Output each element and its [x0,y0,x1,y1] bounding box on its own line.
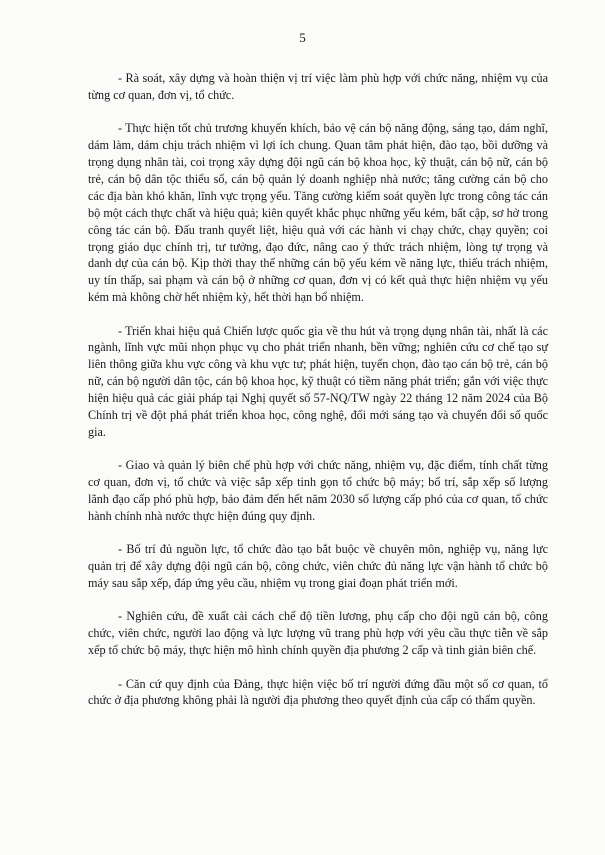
paragraph-training-resources: - Bố trí đủ nguồn lực, tổ chức đào tạo bắt buộc về chuyên môn, nghiệp vụ, năng lực quản trị để xây dựng đội ngũ cán bộ, công chức, viên chức đủ năng lực vận hành tổ chức bộ máy sau sắp xếp, đáp ứng yêu cầu, nhiệm vụ trong giai đoạn phát triển mới. [88,542,548,591]
document-body [88,70,548,726]
paragraph-talent-strategy: - Triển khai hiệu quả Chiến lược quốc gia về thu hút và trọng dụng nhân tài, nhất là các ngành, lĩnh vực mũi nhọn phục vụ cho phát triển nhanh, bền vững; nghiên cứu cơ chế tạo sự liên thông giữa khu vực công và khu vực tư; phát hiện, tuyển chọn, đào tạo cán bộ trẻ, cán bộ nữ, cán bộ người dân tộc, cán bộ khoa học, kỹ thuật có tiềm năng phát triển; gắn với việc thực hiện hiệu quả các giải pháp tại Nghị quyết số 57-NQ/TW ngày 22 tháng 12 năm 2024 của Bộ Chính trị về đột phá phát triển khoa học, công nghệ, đổi mới sáng tạo và chuyển đổi số quốc gia. [88,323,548,439]
page-number: 5 [299,30,306,45]
paragraph-staffing-quota: - Giao và quản lý biên chế phù hợp với chức năng, nhiệm vụ, đặc điểm, tính chất từng cơ quan, đơn vị, tổ chức và việc sắp xếp tinh gọn tổ chức bộ máy; bố trí, sắp xếp số lượng lãnh đạo cấp phó phù hợp, bảo đảm đến hết năm 2030 số lượng cấp phó của cơ quan, tổ chức hành chính nhà nước thực hiện đúng quy định. [88,458,548,524]
paragraph-encourage-cadres: - Thực hiện tốt chủ trương khuyến khích, bảo vệ cán bộ năng động, sáng tạo, dám nghĩ, dám làm, dám chịu trách nhiệm vì lợi ích chung. Quan tâm phát hiện, đào tạo, bồi dưỡng và trọng dụng nhân tài, coi trọng xây dựng đội ngũ cán bộ khoa học, kỹ thuật, cán bộ nữ, cán bộ trẻ, cán bộ dân tộc thiểu số, cán bộ quản lý doanh nghiệp nhà nước; tăng cường cán bộ cho các địa bàn khó khăn, lĩnh vực trọng yếu. Tăng cường kiểm soát quyền lực trong công tác cán bộ một cách thực chất và hiệu quả; kiên quyết khắc phục những yếu kém, bất cập, sơ hở trong công tác cán bộ. Đấu tranh quyết liệt, hiệu quả với các hành vi chạy chức, chạy quyền; coi trọng giáo dục chính trị, tư tưởng, đạo đức, nâng cao ý thức trách nhiệm, lòng tự trọng và danh dự của cán bộ. Kịp thời thay thế những cán bộ yếu kém về năng lực, thiếu trách nhiệm, uy tín thấp, sai phạm và cán bộ ở những cơ quan, đơn vị có kết quả thực hiện nhiệm vụ yếu kém mà không chờ hết nhiệm kỳ, hết thời hạn bổ nhiệm. [88,121,548,305]
paragraph-job-positions: - Rà soát, xây dựng và hoàn thiện vị trí việc làm phù hợp với chức năng, nhiệm vụ của từng cơ quan, đơn vị, tổ chức. [88,71,548,102]
paragraph-salary-reform: - Nghiên cứu, đề xuất cải cách chế độ tiền lương, phụ cấp cho đội ngũ cán bộ, công chức, viên chức, người lao động và lực lượng vũ trang phù hợp với yêu cầu thực tiễn về sắp xếp tổ chức bộ máy, thực hiện mô hình chính quyền địa phương 2 cấp và tinh giản biên chế. [88,609,548,658]
paragraph-leader-assignment: - Căn cứ quy định của Đảng, thực hiện việc bố trí người đứng đầu một số cơ quan, tổ chức ở địa phương không phải là người địa phương theo quyết định của cấp có thẩm quyền. [88,676,548,708]
